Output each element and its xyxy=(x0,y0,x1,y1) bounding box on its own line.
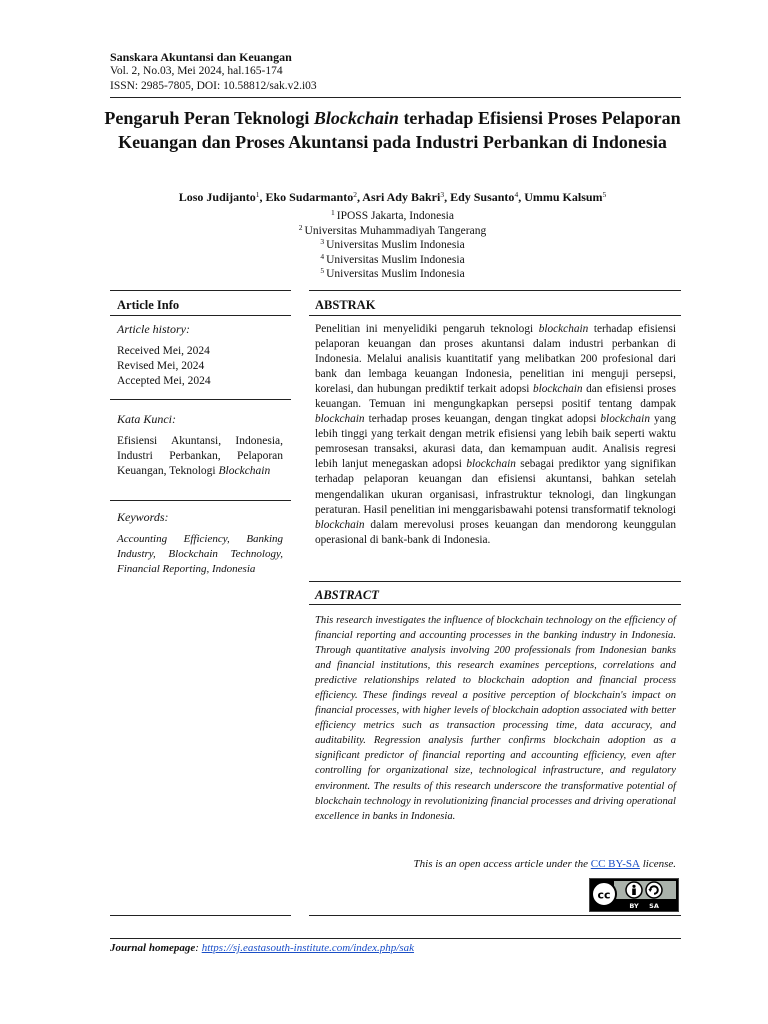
article-history-label: Article history: xyxy=(117,322,190,336)
journal-homepage: Journal homepage: https://sj.eastasouth-institute.com/index.php/sak xyxy=(110,942,415,954)
article-title: Pengaruh Peran Teknologi Blockchain terhadap Efisiensi Proses Pelaporan Keuangan dan Proses Akuntansi pada Industri Perbankan di Indonesia xyxy=(104,108,681,152)
abstrak-text-run: terhadap efisiensi pelaporan keuangan dan proses akuntansi dalam industri perbankan di Indonesia. Melalui analisis kuantitatif yang melibatkan 200 profesional dari bank dan lembaga keuangan Indonesia, penelitian ini menguji persepsi, korelasi, dan hubungan prediktif terkait adopsi xyxy=(315,323,676,396)
abstrak-italic-term: blockchain xyxy=(600,413,650,426)
abstract-bottom-rule xyxy=(309,915,681,916)
journal-name: Sanskara Akuntansi dan Keuangan xyxy=(110,50,292,64)
footer-rule xyxy=(110,938,681,939)
info-top-rule xyxy=(110,290,291,291)
article-info-heading: Article Info xyxy=(117,298,180,312)
journal-homepage-link[interactable]: https://sj.eastasouth-institute.com/index.php/sak xyxy=(201,942,415,954)
author-name: Asri Ady Bakri xyxy=(362,190,441,204)
affiliation-3: $^3$ Universitas Muslim Indonesia xyxy=(320,237,465,251)
journal-volume: Vol. 2, No.03, Mei 2024, hal.165-174 xyxy=(110,65,283,77)
header-rule xyxy=(110,97,681,98)
abstrak-head-rule xyxy=(309,315,681,316)
abstrak-italic-term: blockchain xyxy=(315,413,365,426)
kata-kunci-text: Efisiensi Akuntansi, Indonesia, Industri Perbankan, Pelaporan Keuangan, Teknologi Blockchain xyxy=(117,435,283,477)
affiliation-5: $^5$ Universitas Muslim Indonesia xyxy=(320,266,465,280)
info-bottom-rule xyxy=(110,915,291,916)
abstrak-text-run: sebagai prediktor yang signifikan terhadap pelaporan keuangan dan efisiensi akuntansi, bahkan setelah mengendalikan ukuran organisasi, infrastruktur teknologi, dan lingkungan peraturan. Hasil penelitian ini menggarisbawahi potensi transformatif teknologi xyxy=(315,458,676,516)
accepted-date: Accepted Mei, 2024 xyxy=(117,375,211,387)
author-name: Edy Susanto xyxy=(450,190,515,204)
author-affiliation-marker: 2 xyxy=(353,190,357,199)
svg-text:cc: cc xyxy=(597,888,611,902)
cc-by-sa-badge-icon[interactable] xyxy=(589,878,679,912)
kata-kunci-rule xyxy=(110,500,291,501)
history-rule xyxy=(110,399,291,400)
author-affiliation-marker: 5 xyxy=(602,190,607,199)
abstrak-text-run: yang lebih tinggi yang terkait dengan metrik efisiensi yang lebih baik seperti waktu pemrosesan transaksi, akurasi data, dan kemampuan audit. Analisis regresi lebih lanjut menegaskan adopsi xyxy=(315,413,676,471)
abstract-body: This research investigates the influence of blockchain technology on the efficiency of financial reporting and accounting processes in the banking industry in Indonesia. Through quantitative analysis involving 200 professionals from Indonesian banks and financial institutions, this research examines perceptions, correlations and predictive relationships related to blockchain adoption and financial process efficiency. These findings reveal a positive perception of blockchain's impact on financial processes, with higher levels of blockchain adoption associated with better efficiency metrics such as transaction processing time, data accuracy, and auditability. Regression analysis further confirms blockchain adoption as a significant predictor of financial reporting and accounting efficiency, even after controlling for organizational size, technological infrastructure, and regulatory environment. The results of this research underscore the transformative potential of blockchain technology in revolutionizing financial processes and driving operational excellence in banks in Indonesia. xyxy=(315,615,676,822)
received-date: Received Mei, 2024 xyxy=(117,345,210,357)
abstrak-text-run: dalam merevolusi proses keuangan dan mendorong keunggulan operasional di bank-bank di Indonesia. xyxy=(315,518,676,546)
author-affiliation-marker: 3 xyxy=(440,190,445,199)
abstrak-top-rule xyxy=(309,290,681,291)
affiliation-2: $^2$ Universitas Muhammadiyah Tangerang xyxy=(298,222,487,237)
badge-sa-label: SA xyxy=(649,902,659,910)
abstrak-italic-term: blockchain xyxy=(532,383,583,396)
cc-badge-graphic xyxy=(590,879,678,911)
abstrak-text-run: terhadap proses keuangan, dengan tingkat adopsi xyxy=(364,413,601,426)
license-link[interactable]: CC BY-SA xyxy=(590,858,640,870)
abstract-top-rule xyxy=(309,581,681,582)
author-affiliation-marker: 1 xyxy=(255,190,260,199)
author-affiliation-marker: 4 xyxy=(514,190,519,199)
author-list: Loso Judijanto$^1$, Eko Sudarmanto$^2$, Asri Ady Bakri$^3$, Edy Susanto$^4$, Ummu Kalsum$^5$ xyxy=(178,190,607,204)
revised-date: Revised Mei, 2024 xyxy=(117,360,205,372)
abstrak-text-run: Penelitian ini menyelidiki pengaruh teknologi xyxy=(315,323,539,335)
keywords-label: Keywords: xyxy=(117,510,169,524)
abstrak-italic-term: blockchain xyxy=(466,458,516,471)
abstract-head-rule xyxy=(309,604,681,605)
abstract-heading: ABSTRACT xyxy=(315,588,379,602)
author-name: Ummu Kalsum xyxy=(524,190,603,204)
author-name: Eko Sudarmanto xyxy=(265,190,354,204)
abstrak-heading: ABSTRAK xyxy=(315,298,376,312)
affiliation-4: $^4$ Universitas Muslim Indonesia xyxy=(320,251,465,266)
abstrak-body xyxy=(315,322,676,548)
badge-by-label: BY xyxy=(629,902,639,910)
author-name: Loso Judijanto xyxy=(178,190,256,204)
kata-kunci-label: Kata Kunci: xyxy=(117,412,176,426)
abstrak-text-run: dan efisiensi proses keuangan. Temuan ini mengungkapkan persepsi positif tentang dampak xyxy=(315,383,676,411)
info-head-rule xyxy=(110,315,291,316)
license-statement: This is an open access article under the CC BY-SA license. xyxy=(413,858,676,870)
abstrak-italic-term: blockchain xyxy=(538,323,589,335)
affiliation-1: $^1$ IPOSS Jakarta, Indonesia xyxy=(331,208,454,222)
journal-issn: ISSN: 2985-7805, DOI: 10.58812/sak.v2.i03 xyxy=(110,80,317,92)
keywords-text: Accounting Efficiency, Banking Industry, Blockchain Technology, Financial Reporting, Indonesia xyxy=(117,533,283,575)
abstrak-italic-term: blockchain xyxy=(315,518,365,531)
